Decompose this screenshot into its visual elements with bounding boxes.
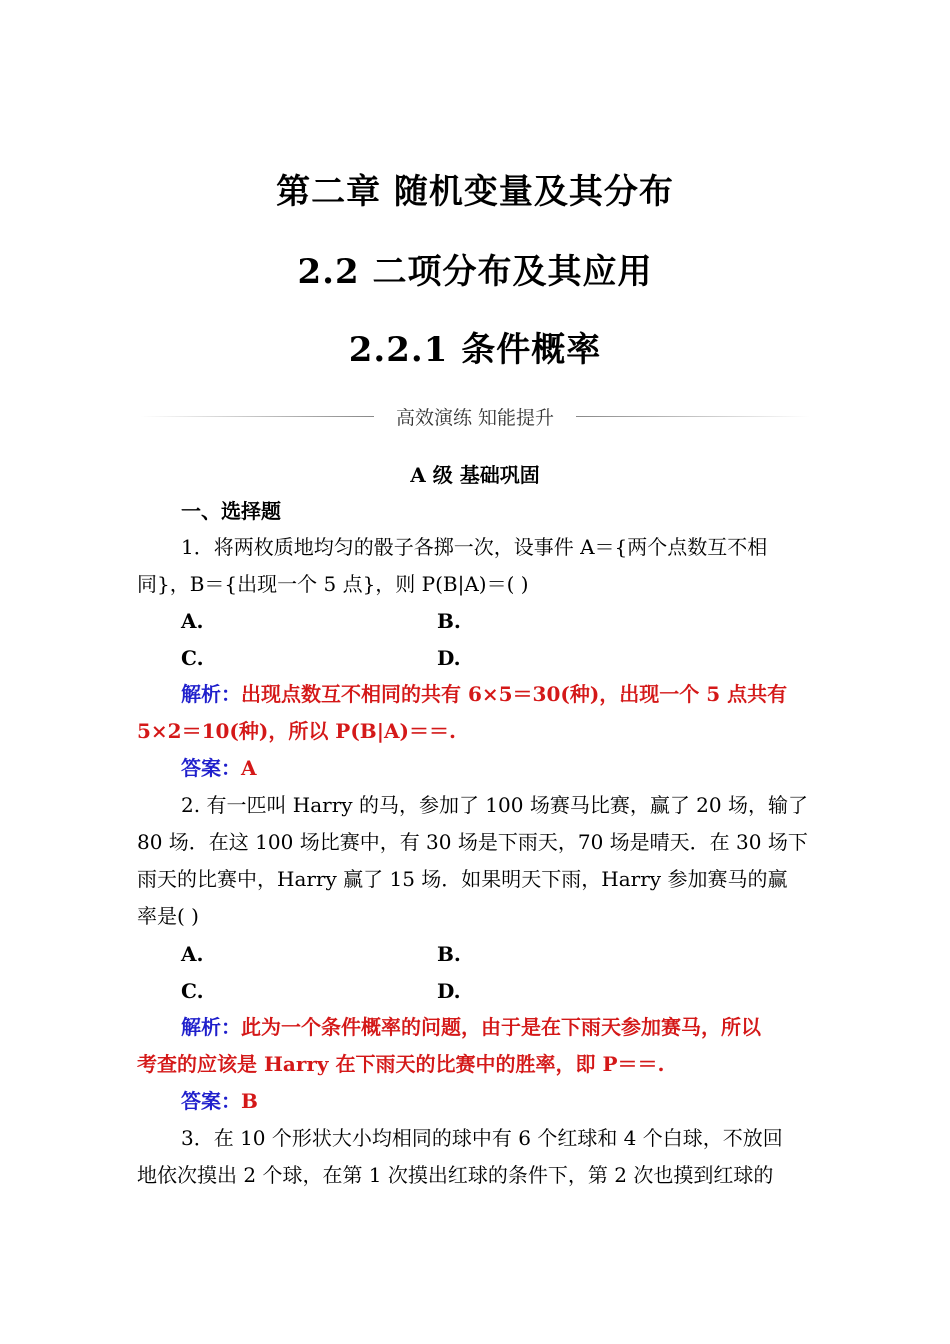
q3-stem-line2: 地依次摸出 2 个球，在第 1 次摸出红球的条件下，第 2 次也摸到红球的: [137, 1163, 774, 1187]
divider-line-right: [576, 416, 810, 417]
q2-analysis-text1: 此为一个条件概率的问题，由于是在下雨天参加赛马，所以: [241, 1015, 761, 1039]
q1-option-c: C.: [181, 646, 204, 670]
banner-label: 高效演练 知能提升: [395, 407, 555, 429]
q3-stem-line1: 3．在 10 个形状大小均相同的球中有 6 个红球和 4 个白球，不放回: [181, 1126, 783, 1150]
q1-option-d: D.: [437, 646, 461, 670]
q2-answer-value: B: [241, 1089, 258, 1113]
q1-analysis-text1: 出现点数互不相同的共有 6×5＝30(种)，出现一个 5 点共有: [241, 682, 788, 706]
q2-option-d: D.: [437, 979, 461, 1003]
q2-option-b: B.: [437, 942, 461, 966]
subsection-title: 2.2.1 条件概率: [348, 330, 602, 370]
part-heading: 一、选择题: [181, 499, 281, 523]
level-heading: A 级 基础巩固: [410, 463, 540, 487]
section-title: 2.2 二项分布及其应用: [297, 252, 653, 292]
q1-answer: [181, 755, 257, 781]
q1-answer-value: A: [241, 756, 257, 780]
q1-stem-line1: 1．将两枚质地均匀的骰子各掷一次，设事件 A＝{两个点数互不相: [181, 535, 768, 559]
q1-answer-label: 答案：: [181, 756, 241, 780]
q1-stem-line2: 同}，B＝{出现一个 5 点}，则 P(B|A)＝( ): [137, 572, 529, 596]
q1-analysis-label: 解析：: [181, 682, 241, 706]
q2-answer: [181, 1088, 258, 1114]
q1-option-a: A.: [181, 609, 204, 633]
q2-analysis-line1: [181, 1014, 761, 1040]
q1-option-b: B.: [437, 609, 461, 633]
q1-analysis-line2: 5×2＝10(种)，所以 P(B|A)＝＝.: [137, 719, 456, 743]
q2-analysis-line2: 考查的应该是 Harry 在下雨天的比赛中的胜率，即 P＝＝.: [137, 1052, 665, 1076]
q2-stem-line4: 率是( ): [137, 904, 199, 928]
q2-stem-line3: 雨天的比赛中，Harry 赢了 15 场．如果明天下雨，Harry 参加赛马的赢: [137, 867, 788, 891]
q2-option-a: A.: [181, 942, 204, 966]
q2-option-c: C.: [181, 979, 204, 1003]
q2-analysis-label: 解析：: [181, 1015, 241, 1039]
q2-answer-label: 答案：: [181, 1089, 241, 1113]
chapter-title: 第二章 随机变量及其分布: [276, 172, 674, 212]
q2-stem-line1: 2. 有一匹叫 Harry 的马，参加了 100 场赛马比赛，赢了 20 场，输了: [181, 793, 808, 817]
q1-analysis-line1: [181, 681, 787, 707]
banner-divider: [140, 401, 810, 431]
q2-stem-line2: 80 场．在这 100 场比赛中，有 30 场是下雨天，70 场是晴天．在 30 场下: [137, 830, 808, 854]
